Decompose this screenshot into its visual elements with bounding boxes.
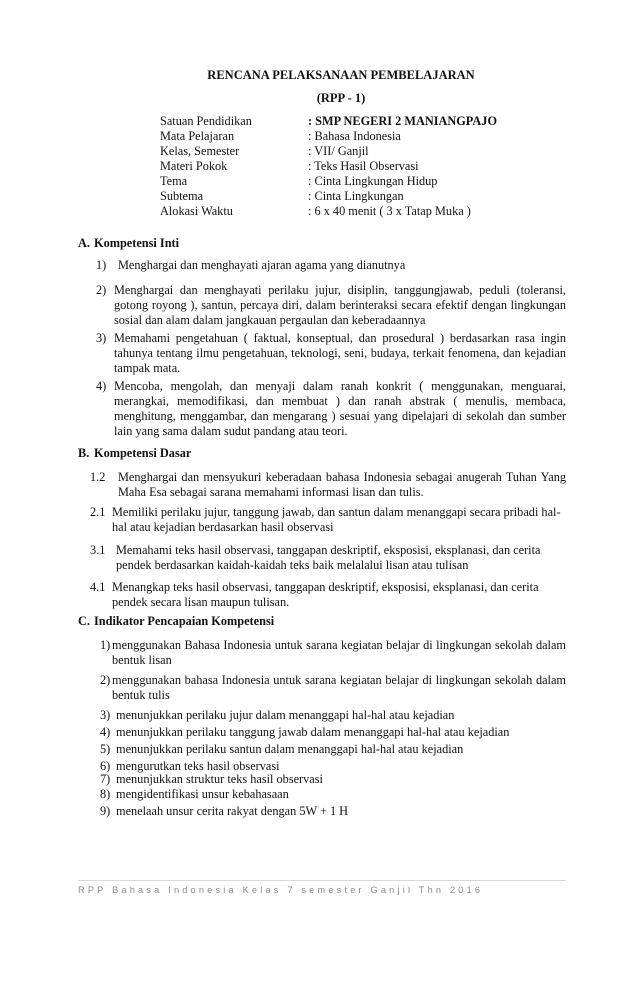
item-text: mengidentifikasi unsur kebahasaan xyxy=(116,787,289,801)
identity-value: : VII/ Ganjil xyxy=(308,144,369,158)
item-number: 5) xyxy=(100,742,111,756)
item-number: 3) xyxy=(96,331,107,345)
item-number: 1) xyxy=(96,258,107,272)
identity-key: Materi Pokok xyxy=(160,159,228,173)
item-text: mengurutkan teks hasil observasi xyxy=(116,759,280,773)
item-text: menunjukkan perilaku tanggung jawab dalam menanggapi hal-hal atau kejadian xyxy=(116,725,510,739)
footer-divider xyxy=(78,880,566,881)
item-number: 2) xyxy=(96,283,107,297)
section-letter: C. xyxy=(78,614,90,628)
identity-row xyxy=(160,204,497,219)
item-number: 7) xyxy=(100,772,111,786)
identity-row xyxy=(160,129,497,144)
identity-row xyxy=(160,174,497,189)
list-item xyxy=(100,638,566,668)
identity-key: Alokasi Waktu xyxy=(160,204,233,218)
identity-table xyxy=(160,114,497,219)
item-text: menggunakan Bahasa Indonesia untuk sarana kegiatan belajar di lingkungan sekolah dalam bentuk lisan xyxy=(112,638,566,667)
list-item xyxy=(90,543,566,573)
identity-value: : Cinta Lingkungan Hidup xyxy=(308,174,438,188)
item-text: Menghargai dan mensyukuri keberadaan bahasa Indonesia sebagai anugerah Tuhan Yang Maha Esa sebagai sarana memahami informasi lisan dan tulis. xyxy=(118,470,566,499)
section-heading-indikator xyxy=(78,614,274,629)
identity-key: Mata Pelajaran xyxy=(160,129,235,143)
identity-row xyxy=(160,114,497,129)
list-item xyxy=(96,283,566,328)
list-item xyxy=(90,580,566,610)
item-text: Memiliki perilaku jujur, tanggung jawab, dan santun dalam menanggapi secara pribadi hal-hal atau kejadian berdasarkan hasil observasi xyxy=(112,505,561,534)
section-title: Kompetensi Dasar xyxy=(94,446,192,460)
list-item xyxy=(100,787,566,802)
list-item xyxy=(100,725,566,740)
item-number: 8) xyxy=(100,787,111,801)
item-number: 3.1 xyxy=(90,543,106,557)
section-heading-kompetensi-inti xyxy=(78,236,179,251)
identity-value: : Bahasa Indonesia xyxy=(308,129,401,143)
identity-row xyxy=(160,144,497,159)
section-letter: A. xyxy=(78,236,90,250)
list-item xyxy=(100,673,566,703)
item-number: 2.1 xyxy=(90,505,106,519)
identity-key: Subtema xyxy=(160,189,204,203)
section-letter: B. xyxy=(78,446,90,460)
item-number: 2) xyxy=(100,673,111,687)
identity-value: : Teks Hasil Observasi xyxy=(308,159,419,173)
item-number: 4) xyxy=(96,379,107,393)
document-subtitle: (RPP - 1) xyxy=(316,91,366,105)
identity-value: : Cinta Lingkungan xyxy=(308,189,404,203)
item-text: Memahami teks hasil observasi, tanggapan deskriptif, eksposisi, eksplanasi, dan cerita pendek berdasarkan kaidah-kaidah teks baik melalalui lisan atau tulisan xyxy=(116,543,541,572)
document-title: RENCANA PELAKSANAAN PEMBELAJARAN xyxy=(207,68,475,82)
list-item xyxy=(100,708,566,723)
item-number: 3) xyxy=(100,708,111,722)
item-text: Menangkap teks hasil observasi, tanggapan deskriptif, eksposisi, eksplanasi, dan cerita pendek secara lisan maupun tulisan. xyxy=(112,580,539,609)
list-item xyxy=(96,331,566,376)
list-item xyxy=(90,505,566,535)
list-item xyxy=(96,379,566,439)
item-text: menggunakan bahasa Indonesia untuk sarana kegiatan belajar di lingkungan sekolah dalam bentuk tulis xyxy=(112,673,566,702)
item-number: 4) xyxy=(100,725,111,739)
list-item xyxy=(100,742,566,757)
identity-row xyxy=(160,159,497,174)
item-text: Memahami pengetahuan ( faktual, konseptual, dan prosedural ) berdasarkan rasa ingin tahunya tentang ilmu pengetahuan, teknologi, seni, budaya, terkait fenomena, dan kejadian tampak mata. xyxy=(114,331,566,375)
page-footer: RPP Bahasa Indonesia Kelas 7 semester Ganjil Thn 2016 xyxy=(78,885,484,895)
list-item xyxy=(96,258,566,273)
list-item xyxy=(100,804,566,819)
identity-value: : SMP NEGERI 2 MANIANGPAJO xyxy=(308,114,498,128)
item-number: 4.1 xyxy=(90,580,106,594)
section-title: Indikator Pencapaian Kompetensi xyxy=(94,614,275,628)
item-text: menunjukkan struktur teks hasil observasi xyxy=(116,772,323,786)
item-number: 9) xyxy=(100,804,111,818)
item-text: Menghargai dan menghayati perilaku jujur, disiplin, tanggungjawab, peduli (toleransi, gotong royong ), santun, percaya diri, dalam berinteraksi secara efektif dengan lingkungan sosial dan alam dalam jangkauan pergaulan dan keberadaannya xyxy=(114,283,566,327)
item-text: Mencoba, mengolah, dan menyaji dalam ranah konkrit ( menggunakan, menguarai, merangkai, memodifikasi, dan membuat ) dan ranah abstrak ( menulis, membaca, menghitung, menggambar, dan mengarang ) sesuai yang dipelajari di sekolah dan sumber lain yang sama dalam sudut pandang atau teori. xyxy=(114,379,566,438)
identity-value: : 6 x 40 menit ( 3 x Tatap Muka ) xyxy=(308,204,471,218)
item-text: Menghargai dan menghayati ajaran agama yang dianutnya xyxy=(118,258,406,272)
section-title: Kompetensi Inti xyxy=(94,236,180,250)
identity-key: Tema xyxy=(160,174,188,188)
section-heading-kompetensi-dasar xyxy=(78,446,191,461)
item-text: menelaah unsur cerita rakyat dengan 5W + 1 H xyxy=(116,804,349,818)
item-number: 1) xyxy=(100,638,111,652)
identity-key: Kelas, Semester xyxy=(160,144,240,158)
identity-row xyxy=(160,189,497,204)
item-text: menunjukkan perilaku jujur dalam menanggapi hal-hal atau kejadian xyxy=(116,708,455,722)
item-number: 6) xyxy=(100,759,111,773)
list-item xyxy=(100,772,566,787)
identity-key: Satuan Pendidikan xyxy=(160,114,252,128)
list-item xyxy=(90,470,566,500)
item-number: 1.2 xyxy=(90,470,106,484)
item-text: menunjukkan perilaku santun dalam menanggapi hal-hal atau kejadian xyxy=(116,742,464,756)
